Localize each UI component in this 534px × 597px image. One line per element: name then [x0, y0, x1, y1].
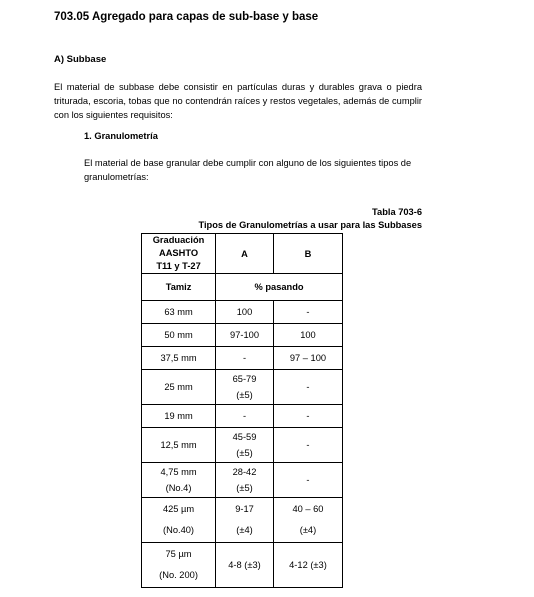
- cell-type-b-line: -: [306, 440, 310, 450]
- cell-type-a: [216, 428, 274, 463]
- cell-tamiz-line: (No.4): [165, 483, 192, 493]
- subbase-paragraph: El material de subbase debe consistir en partículas duras y durables grava o piedra triturada, escoria, tobas que no contendrán raíces y restos vegetales, además de cumplir con los siguientes requisitos:: [54, 82, 422, 120]
- cell-type-a: [216, 405, 274, 428]
- cell-type-a-line: -: [242, 353, 247, 363]
- cell-type-b: [273, 498, 342, 543]
- cell-type-a-line: (±5): [236, 390, 253, 400]
- cell-type-b: [273, 405, 342, 428]
- cell-tamiz: [142, 428, 216, 463]
- cell-tamiz: [142, 324, 216, 347]
- cell-tamiz-line: (No. 200): [159, 570, 198, 580]
- cell-tamiz-line: 12,5 mm: [160, 440, 197, 450]
- cell-tamiz-line: 37,5 mm: [160, 353, 197, 363]
- cell-type-a-line: 65-79: [232, 374, 257, 384]
- cell-type-b-line: -: [306, 382, 310, 392]
- subbase-heading: A) Subbase: [54, 54, 107, 65]
- cell-tamiz-line: 25 mm: [164, 382, 193, 392]
- cell-type-b: [273, 324, 342, 347]
- cell-type-b-line: 4-12 (±3): [289, 560, 327, 570]
- cell-type-b: [273, 370, 342, 405]
- table-row: [142, 428, 343, 463]
- cell-tamiz: [142, 347, 216, 370]
- cell-type-b-line: 97 – 100: [289, 353, 327, 363]
- cell-type-a-line: 9-17: [235, 504, 254, 514]
- header-type-a: A: [216, 234, 274, 274]
- table-header-row: [142, 234, 343, 274]
- table-row: [142, 498, 343, 543]
- table-row: [142, 370, 343, 405]
- cell-type-b-line: (±4): [299, 525, 317, 535]
- cell-tamiz-line: 63 mm: [164, 307, 193, 317]
- cell-tamiz-line: 75 µm: [165, 549, 192, 559]
- header-gradation-line: T11 y T-27: [156, 261, 201, 271]
- cell-type-b: [273, 347, 342, 370]
- table-subheader-row: [142, 274, 343, 301]
- cell-type-b-line: -: [306, 475, 310, 485]
- table-number: Tabla 703-6: [372, 207, 422, 217]
- cell-tamiz-line: 50 mm: [164, 330, 193, 340]
- cell-type-a: [216, 324, 274, 347]
- cell-type-a: [216, 543, 274, 588]
- cell-type-b: [273, 543, 342, 588]
- granulometry-paragraph: El material de base granular debe cumplir con alguno de los siguientes tipos de granulometrías:: [84, 158, 412, 182]
- cell-type-b-line: 100: [300, 330, 316, 340]
- cell-type-a: [216, 498, 274, 543]
- cell-type-a-line: (±5): [236, 448, 253, 458]
- table-row: [142, 301, 343, 324]
- cell-type-a-line: 45-59: [232, 432, 257, 442]
- table-row: [142, 463, 343, 498]
- cell-type-a-line: 100: [236, 307, 253, 317]
- cell-type-b: [273, 301, 342, 324]
- cell-type-b: [273, 463, 342, 498]
- cell-tamiz: [142, 463, 216, 498]
- table-row: [142, 543, 343, 588]
- header-gradation-line: Graduación: [152, 235, 205, 245]
- table-row: [142, 347, 343, 370]
- cell-type-a-line: (±5): [236, 483, 253, 493]
- cell-type-a-line: -: [242, 411, 247, 421]
- header-gradation-line: AASHTO: [158, 248, 199, 258]
- cell-type-b: [273, 428, 342, 463]
- cell-type-a-line: 28-42: [232, 467, 257, 477]
- section-heading: 703.05 Agregado para capas de sub-base y base: [54, 11, 319, 23]
- table-row: [142, 405, 343, 428]
- cell-type-a: [216, 301, 274, 324]
- cell-tamiz: [142, 370, 216, 405]
- cell-type-b-line: -: [306, 307, 310, 317]
- cell-tamiz-line: (No.40): [163, 525, 195, 535]
- cell-tamiz: [142, 301, 216, 324]
- cell-tamiz: [142, 405, 216, 428]
- cell-type-b-line: 40 – 60: [292, 504, 324, 514]
- granulometry-heading: 1. Granulometría: [84, 131, 158, 141]
- table-title: Tipos de Granulometrías a usar para las Subbases: [198, 220, 422, 230]
- cell-type-a: [216, 463, 274, 498]
- header-percent-passing: % pasando: [216, 274, 343, 301]
- cell-type-a-line: 97-100: [230, 330, 259, 340]
- table-row: [142, 324, 343, 347]
- cell-type-a-line: 4-8 (±3): [228, 560, 261, 570]
- header-tamiz: Tamiz: [142, 274, 216, 301]
- cell-type-b-line: -: [306, 411, 310, 421]
- cell-type-a: [216, 370, 274, 405]
- table-body: [142, 301, 343, 588]
- cell-tamiz: [142, 498, 216, 543]
- cell-type-a-line: (±4): [236, 525, 253, 535]
- cell-tamiz-line: 425 µm: [162, 504, 195, 514]
- granulometry-table: [141, 233, 343, 588]
- header-type-b: B: [273, 234, 342, 274]
- cell-tamiz-line: 4,75 mm: [160, 467, 197, 477]
- cell-type-a: [216, 347, 274, 370]
- header-gradation: [142, 234, 216, 274]
- cell-tamiz-line: 19 mm: [164, 411, 193, 421]
- cell-tamiz: [142, 543, 216, 588]
